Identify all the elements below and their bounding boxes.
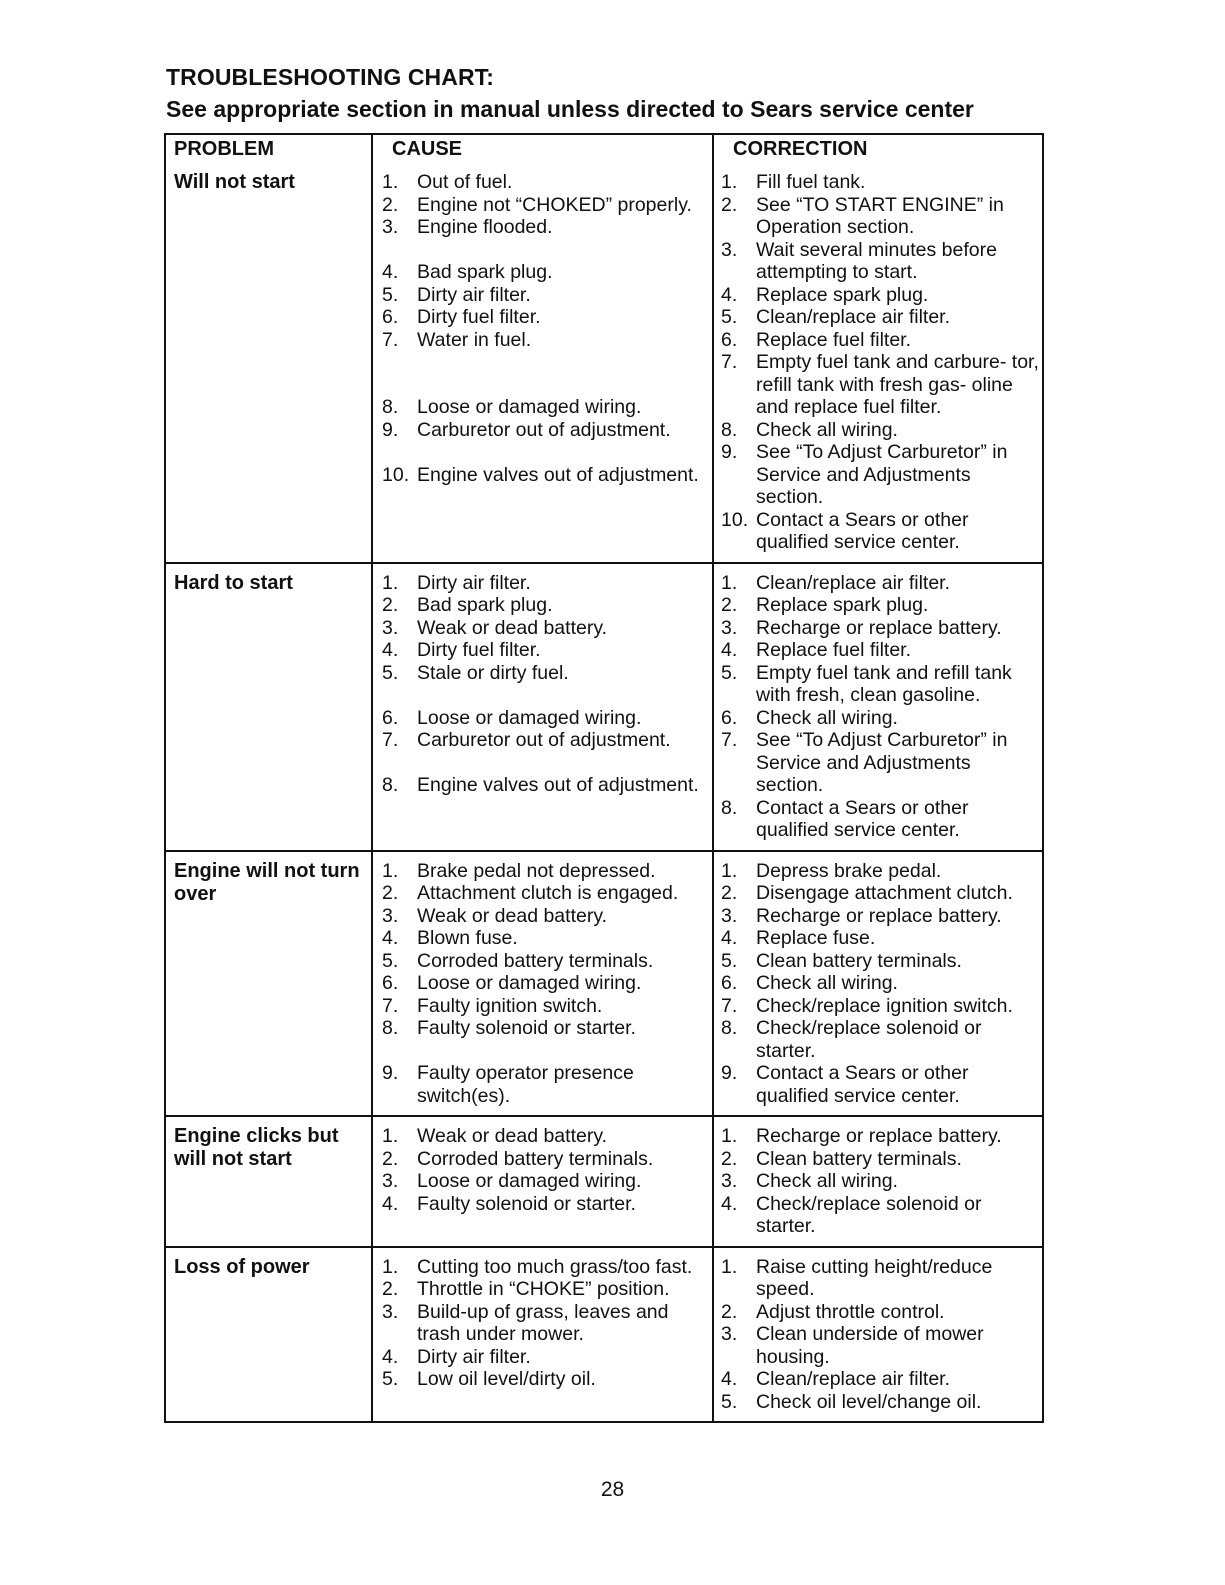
- cause-item-text: Corroded battery terminals.: [417, 1147, 654, 1170]
- cause-item-number: 5.: [382, 1368, 399, 1390]
- correction-item-text: Check all wiring.: [756, 706, 898, 729]
- correction-cell: [712, 852, 1042, 1116]
- correction-item-number: 7.: [721, 729, 738, 751]
- cause-item-text: Brake pedal not depressed.: [417, 859, 656, 882]
- correction-item: [721, 1301, 1042, 1324]
- correction-item: [721, 441, 1042, 509]
- page-number: 28: [600, 1478, 625, 1501]
- correction-item-number: 2.: [721, 594, 738, 616]
- problem-cell: [166, 1117, 371, 1246]
- cause-item: [382, 707, 712, 730]
- cause-item-number: 3.: [382, 1170, 399, 1192]
- cause-item-text: Engine not “CHOKED” properly.: [417, 193, 692, 216]
- correction-item: [721, 797, 1042, 842]
- cause-item-number: 5.: [382, 661, 399, 684]
- correction-item-number: 4.: [721, 639, 738, 661]
- correction-item: [721, 194, 1042, 239]
- correction-item: [721, 1017, 1042, 1062]
- cause-item-number: 2.: [382, 193, 399, 216]
- cause-item-number: 1.: [382, 1125, 399, 1147]
- correction-item: [721, 1125, 1042, 1148]
- cause-item-text: Cutting too much grass/too fast.: [417, 1255, 693, 1278]
- cause-item-number: 1.: [382, 859, 399, 882]
- cause-item: [382, 860, 712, 883]
- cause-item-number: 4.: [382, 1345, 399, 1368]
- cause-item-number: 4.: [382, 261, 399, 283]
- correction-item: [721, 639, 1042, 662]
- cause-item-text: Build-up of grass, leaves and trash under mower.: [417, 1300, 669, 1345]
- correction-item-text: Clean/replace air filter.: [756, 571, 951, 594]
- correction-item-number: 3.: [721, 1170, 738, 1192]
- correction-item-text: Check oil level/change oil.: [756, 1390, 982, 1413]
- correction-item-number: 4.: [721, 927, 738, 949]
- cause-item-text: Blown fuse.: [417, 927, 518, 949]
- correction-item-text: Check/replace ignition switch.: [756, 994, 1013, 1017]
- cause-item: [382, 662, 712, 685]
- correction-item: [721, 1323, 1042, 1368]
- correction-item-number: 9.: [721, 1062, 738, 1084]
- cause-item-number: 8.: [382, 774, 399, 796]
- correction-item: [721, 1062, 1042, 1107]
- correction-item-text: Clean underside of mower housing.: [756, 1323, 984, 1368]
- correction-item-text: Clean battery terminals.: [756, 1147, 962, 1170]
- correction-item-text: Check/replace solenoid or starter.: [756, 1192, 982, 1237]
- correction-item: [721, 995, 1042, 1018]
- correction-cell: [712, 1248, 1042, 1422]
- correction-item: [721, 1148, 1042, 1171]
- correction-item-text: Recharge or replace battery.: [756, 904, 1002, 927]
- correction-item-text: Recharge or replace battery.: [756, 616, 1002, 639]
- correction-item-text: Recharge or replace battery.: [756, 1125, 1002, 1147]
- correction-item-number: 1.: [721, 571, 738, 594]
- correction-item: [721, 729, 1042, 797]
- cause-item-text: Low oil level/dirty oil.: [417, 1368, 596, 1390]
- correction-item-text: Clean/replace air filter.: [756, 306, 951, 328]
- cause-item-number: 5.: [382, 949, 399, 972]
- correction-item-text: Wait several minutes before attempting to start.: [756, 238, 997, 283]
- page-title: TROUBLESHOOTING CHART:: [166, 64, 495, 90]
- correction-item-number: 6.: [721, 328, 738, 351]
- cause-item-text: Dirty air filter.: [417, 283, 531, 306]
- cause-item-number: 6.: [382, 972, 399, 994]
- cause-item-number: 3.: [382, 216, 399, 238]
- cause-item: [382, 927, 712, 950]
- correction-item-text: See “To Adjust Carburetor” in Service and Adjustments section.: [756, 729, 1008, 796]
- cause-item-number: 2.: [382, 1278, 399, 1300]
- correction-item: [721, 927, 1042, 950]
- correction-item-text: Empty fuel tank and refill tank with fresh, clean gasoline.: [756, 661, 1012, 706]
- cause-item: [382, 1148, 712, 1171]
- correction-item-number: 5.: [721, 1390, 738, 1413]
- correction-item: [721, 1368, 1042, 1391]
- cause-item-number: 6.: [382, 706, 399, 729]
- correction-item: [721, 509, 1042, 554]
- cause-item: [382, 1278, 712, 1301]
- correction-item-number: 5.: [721, 949, 738, 972]
- correction-item-text: Adjust throttle control.: [756, 1300, 945, 1323]
- correction-item-number: 7.: [721, 351, 738, 373]
- correction-item: [721, 171, 1042, 194]
- cause-item: [382, 1301, 712, 1346]
- cause-item-text: Faulty solenoid or starter.: [417, 1192, 636, 1215]
- correction-item-text: Check all wiring.: [756, 1170, 898, 1192]
- cause-item-number: 3.: [382, 904, 399, 927]
- cause-item: [382, 216, 712, 239]
- cause-item-text: Stale or dirty fuel.: [417, 661, 569, 684]
- cause-item: [382, 464, 712, 487]
- correction-item: [721, 419, 1042, 442]
- cause-item-number: 2.: [382, 1147, 399, 1170]
- correction-item-number: 9.: [721, 441, 738, 463]
- correction-item-number: 1.: [721, 1125, 738, 1147]
- cause-item: [382, 617, 712, 640]
- problem-cell: [166, 564, 371, 850]
- correction-item-number: 3.: [721, 238, 738, 261]
- correction-item-text: Empty fuel tank and carbure- tor, refill tank with fresh gas- oline and replace fuel filter.: [756, 351, 1039, 418]
- cause-item-number: 2.: [382, 594, 399, 616]
- correction-item-number: 7.: [721, 994, 738, 1017]
- cause-item-text: Engine flooded.: [417, 216, 553, 238]
- cause-item-number: 7.: [382, 729, 399, 751]
- cause-item-text: Throttle in “CHOKE” position.: [417, 1278, 670, 1300]
- correction-item-text: Contact a Sears or other qualified service center.: [756, 1062, 969, 1107]
- correction-item: [721, 1256, 1042, 1301]
- cause-item-number: 1.: [382, 1255, 399, 1278]
- correction-item-text: Check/replace solenoid or starter.: [756, 1017, 982, 1062]
- correction-item-text: See “To Adjust Carburetor” in Service and Adjustments section.: [756, 441, 1008, 508]
- cause-item-text: Loose or damaged wiring.: [417, 972, 642, 994]
- correction-item-number: 2.: [721, 1147, 738, 1170]
- correction-item-number: 6.: [721, 972, 738, 994]
- problem-row: [166, 1115, 1042, 1246]
- chart-body: [166, 163, 1042, 1421]
- header-cause: CAUSE: [371, 135, 712, 163]
- problem-label: Loss of power: [174, 1255, 310, 1278]
- chart-header-row: [166, 135, 1042, 163]
- problem-label: Hard to start: [174, 571, 293, 594]
- cause-item-number: 4.: [382, 1192, 399, 1215]
- correction-item-number: 1.: [721, 1255, 738, 1278]
- cause-item-text: Water in fuel.: [417, 328, 532, 351]
- cause-item-text: Weak or dead battery.: [417, 1125, 608, 1147]
- cause-item-number: 4.: [382, 639, 399, 661]
- correction-item: [721, 972, 1042, 995]
- header-problem: PROBLEM: [174, 138, 274, 160]
- cause-item: [382, 882, 712, 905]
- cause-item-text: Bad spark plug.: [417, 261, 553, 283]
- correction-cell: [712, 163, 1042, 562]
- cause-item: [382, 284, 712, 307]
- correction-item-text: Disengage attachment clutch.: [756, 882, 1013, 904]
- cause-item-text: Faulty ignition switch.: [417, 994, 603, 1017]
- correction-item-text: Check all wiring.: [756, 972, 898, 994]
- cause-item: [382, 1368, 712, 1391]
- problem-cell: [166, 852, 371, 1116]
- cause-item-text: Loose or damaged wiring.: [417, 706, 642, 729]
- correction-item-text: Raise cutting height/reduce speed.: [756, 1255, 993, 1300]
- cause-item: [382, 171, 712, 194]
- correction-item-text: Clean battery terminals.: [756, 949, 962, 972]
- correction-item-text: Replace fuel filter.: [756, 328, 912, 351]
- cause-item-text: Engine valves out of adjustment.: [417, 774, 699, 796]
- cause-item: [382, 1170, 712, 1193]
- cause-item-text: Carburetor out of adjustment.: [417, 729, 671, 751]
- cause-item-number: 3.: [382, 1300, 399, 1323]
- problem-row: [166, 850, 1042, 1116]
- cause-item: [382, 950, 712, 973]
- cause-item: [382, 729, 712, 752]
- correction-item-number: 4.: [721, 283, 738, 306]
- correction-item-number: 3.: [721, 1323, 738, 1345]
- correction-item-text: Depress brake pedal.: [756, 859, 942, 882]
- cause-item-text: Weak or dead battery.: [417, 616, 608, 639]
- correction-item-number: 3.: [721, 904, 738, 927]
- problem-row: [166, 163, 1042, 562]
- cause-item-text: Carburetor out of adjustment.: [417, 418, 671, 441]
- correction-item-text: Check all wiring.: [756, 418, 898, 441]
- correction-item-number: 1.: [721, 171, 738, 193]
- cause-item-text: Dirty fuel filter.: [417, 306, 541, 328]
- correction-item-number: 10.: [721, 508, 749, 531]
- cause-item-text: Corroded battery terminals.: [417, 949, 654, 972]
- cause-item-text: Weak or dead battery.: [417, 904, 608, 927]
- cause-cell: [371, 564, 712, 850]
- cause-item: [382, 419, 712, 442]
- correction-item-text: Clean/replace air filter.: [756, 1368, 951, 1390]
- cause-item: [382, 1125, 712, 1148]
- troubleshooting-chart: [164, 133, 1044, 1423]
- cause-item-text: Faulty operator presence switch(es).: [417, 1062, 634, 1107]
- cause-item: [382, 396, 712, 419]
- problem-label: Engine will not turn over: [174, 859, 360, 905]
- problem-label: Engine clicks but will not start: [174, 1125, 339, 1170]
- correction-item: [721, 351, 1042, 419]
- correction-item-number: 2.: [721, 882, 738, 904]
- cause-cell: [371, 852, 712, 1116]
- cause-item-number: 10.: [382, 463, 410, 486]
- cause-item: [382, 572, 712, 595]
- cause-item-number: 8.: [382, 1017, 399, 1039]
- correction-item: [721, 572, 1042, 595]
- cause-item-number: 7.: [382, 328, 399, 351]
- problem-cell: [166, 163, 371, 562]
- correction-item-text: Contact a Sears or other qualified service center.: [756, 508, 969, 553]
- correction-item-number: 3.: [721, 616, 738, 639]
- correction-item-text: Replace spark plug.: [756, 594, 929, 616]
- problem-label: Will not start: [174, 171, 295, 193]
- cause-item-number: 6.: [382, 306, 399, 328]
- correction-item: [721, 1193, 1042, 1238]
- correction-item: [721, 707, 1042, 730]
- cause-item-number: 3.: [382, 616, 399, 639]
- cause-item-number: 5.: [382, 283, 399, 306]
- cause-item: [382, 972, 712, 995]
- cause-cell: [371, 1248, 712, 1422]
- cause-item-text: Engine valves out of adjustment.: [417, 463, 699, 486]
- correction-item: [721, 306, 1042, 329]
- correction-item-number: 4.: [721, 1192, 738, 1215]
- correction-item: [721, 1170, 1042, 1193]
- page-subtitle: See appropriate section in manual unless directed to Sears service center: [166, 96, 974, 122]
- cause-item-number: 2.: [382, 882, 399, 904]
- cause-item-number: 1.: [382, 171, 399, 193]
- cause-item-text: Bad spark plug.: [417, 594, 553, 616]
- correction-item-text: Contact a Sears or other qualified service center.: [756, 796, 969, 841]
- correction-item-number: 8.: [721, 796, 738, 819]
- correction-item-text: See “TO START ENGINE” in Operation section.: [756, 193, 1004, 238]
- cause-item: [382, 774, 712, 797]
- correction-item-number: 6.: [721, 706, 738, 729]
- cause-cell: [371, 1117, 712, 1246]
- cause-item-text: Faulty solenoid or starter.: [417, 1017, 636, 1039]
- cause-item-number: 4.: [382, 927, 399, 949]
- cause-item: [382, 1062, 712, 1107]
- correction-item-number: 2.: [721, 1300, 738, 1323]
- correction-item: [721, 284, 1042, 307]
- correction-item-text: Replace spark plug.: [756, 283, 929, 306]
- correction-item-number: 4.: [721, 1368, 738, 1390]
- correction-item-number: 8.: [721, 1017, 738, 1039]
- cause-item-number: 7.: [382, 994, 399, 1017]
- correction-item-number: 5.: [721, 306, 738, 328]
- cause-item-text: Dirty fuel filter.: [417, 639, 541, 661]
- cause-item: [382, 1346, 712, 1369]
- cause-cell: [371, 163, 712, 562]
- cause-item: [382, 1256, 712, 1279]
- correction-item-text: Replace fuel filter.: [756, 639, 912, 661]
- correction-item-number: 8.: [721, 418, 738, 441]
- cause-item: [382, 1017, 712, 1040]
- correction-item: [721, 905, 1042, 928]
- header-correction: CORRECTION: [712, 135, 1042, 163]
- cause-item-number: 9.: [382, 418, 399, 441]
- correction-item-text: Replace fuse.: [756, 927, 876, 949]
- cause-item: [382, 594, 712, 617]
- problem-row: [166, 1246, 1042, 1422]
- cause-item: [382, 1193, 712, 1216]
- correction-item: [721, 329, 1042, 352]
- cause-item-text: Out of fuel.: [417, 171, 513, 193]
- cause-item: [382, 261, 712, 284]
- correction-item: [721, 662, 1042, 707]
- correction-item: [721, 594, 1042, 617]
- cause-item: [382, 639, 712, 662]
- cause-item-number: 9.: [382, 1062, 399, 1084]
- cause-item-text: Loose or damaged wiring.: [417, 396, 642, 418]
- correction-item-text: Fill fuel tank.: [756, 171, 866, 193]
- correction-cell: [712, 1117, 1042, 1246]
- correction-item-number: 2.: [721, 193, 738, 216]
- cause-item: [382, 329, 712, 352]
- correction-item-number: 1.: [721, 859, 738, 882]
- correction-item: [721, 882, 1042, 905]
- cause-item-number: 1.: [382, 571, 399, 594]
- cause-item: [382, 995, 712, 1018]
- correction-item: [721, 617, 1042, 640]
- correction-item-number: 5.: [721, 661, 738, 684]
- problem-row: [166, 562, 1042, 850]
- cause-item-text: Dirty air filter.: [417, 1345, 531, 1368]
- correction-cell: [712, 564, 1042, 850]
- problem-cell: [166, 1248, 371, 1422]
- correction-item: [721, 950, 1042, 973]
- cause-item: [382, 306, 712, 329]
- correction-item: [721, 239, 1042, 284]
- correction-item: [721, 860, 1042, 883]
- cause-item-number: 8.: [382, 396, 399, 418]
- cause-item-text: Attachment clutch is engaged.: [417, 882, 679, 904]
- cause-item-text: Dirty air filter.: [417, 571, 531, 594]
- cause-item: [382, 194, 712, 217]
- cause-item: [382, 905, 712, 928]
- cause-item-text: Loose or damaged wiring.: [417, 1170, 642, 1192]
- correction-item: [721, 1391, 1042, 1414]
